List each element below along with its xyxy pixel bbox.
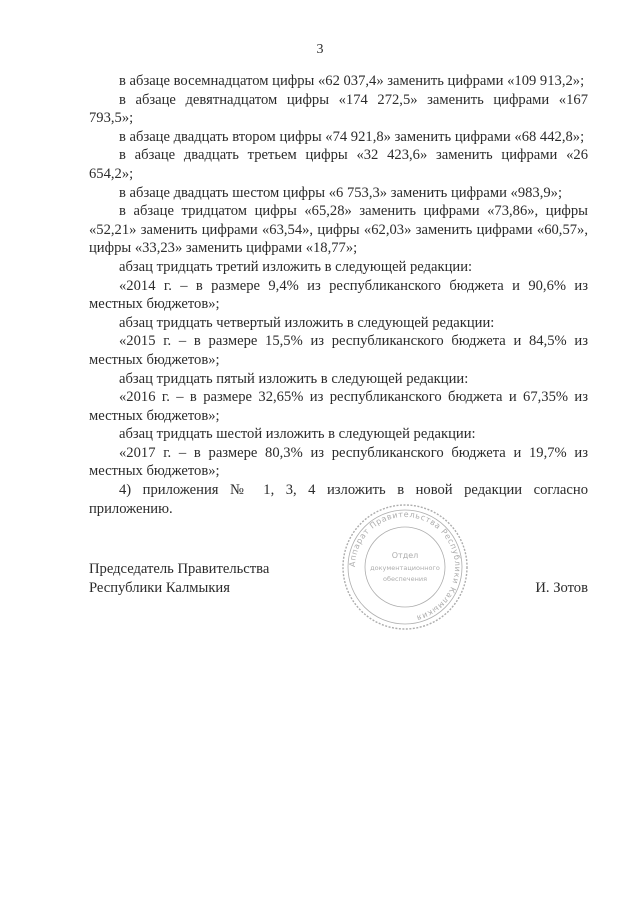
signature-block — [89, 560, 588, 597]
paragraph: в абзаце восемнадцатом цифры «62 037,4» заменить цифрами «109 913,2»; — [119, 73, 585, 89]
signer-title: Республики Калмыкия — [89, 579, 230, 596]
paragraph: «2017 г. – в размере 80,3% из республиканского бюджета и 19,7% из местных бюджетов»; — [89, 444, 588, 480]
paragraph: «2015 г. – в размере 15,5% из республиканского бюджета и 84,5% из местных бюджетов»; — [89, 333, 588, 368]
stamp-ring-text: Аппарат Правительства Республики Калмыкия — [347, 509, 463, 623]
paragraph: «2016 г. – в размере 32,65% из республиканского бюджета и 67,35% из местных бюджетов»; — [89, 389, 588, 424]
paragraph: «2014 г. – в размере 9,4% из республиканского бюджета и 90,6% из местных бюджетов»; — [89, 277, 588, 313]
paragraph: в абзаце двадцать шестом цифры «6 753,3» заменить цифрами «983,9»; — [119, 184, 563, 201]
document-body — [89, 72, 588, 518]
paragraph: в абзаце двадцать третьем цифры «32 423,6» заменить цифрами «26 654,2»; — [89, 147, 588, 182]
page-number: 3 — [316, 42, 324, 57]
paragraph: абзац тридцать шестой изложить в следующей редакции: — [119, 426, 476, 443]
paragraph: абзац тридцать четвертый изложить в следующей редакции: — [119, 314, 495, 331]
paragraph: в абзаце двадцать втором цифры «74 921,8» заменить цифрами «68 442,8»; — [119, 128, 585, 145]
paragraph: абзац тридцать пятый изложить в следующей редакции: — [119, 370, 469, 387]
stamp-center-line: обеспечения — [382, 575, 428, 583]
stamp-center-line: Отдел — [391, 551, 419, 560]
paragraph: в абзаце девятнадцатом цифры «174 272,5» заменить цифрами «167 793,5»; — [89, 91, 588, 127]
signer-name: И. Зотов — [535, 579, 588, 596]
signer-title: Председатель Правительства — [89, 561, 270, 577]
paragraph: в абзаце тридцатом цифры «65,28» заменить цифрами «73,86», цифры «52,21» заменить цифрами «63,54», цифры «62,03» заменить цифрами «60,57», цифры «33,23» заменить цифрами «18,77»; — [89, 203, 588, 257]
stamp-center-line: документационного — [370, 564, 440, 572]
paragraph: абзац тридцать третий изложить в следующей редакции: — [119, 258, 473, 275]
paragraph: 4) приложения № 1, 3, 4 изложить в новой редакции согласно приложению. — [89, 482, 588, 517]
